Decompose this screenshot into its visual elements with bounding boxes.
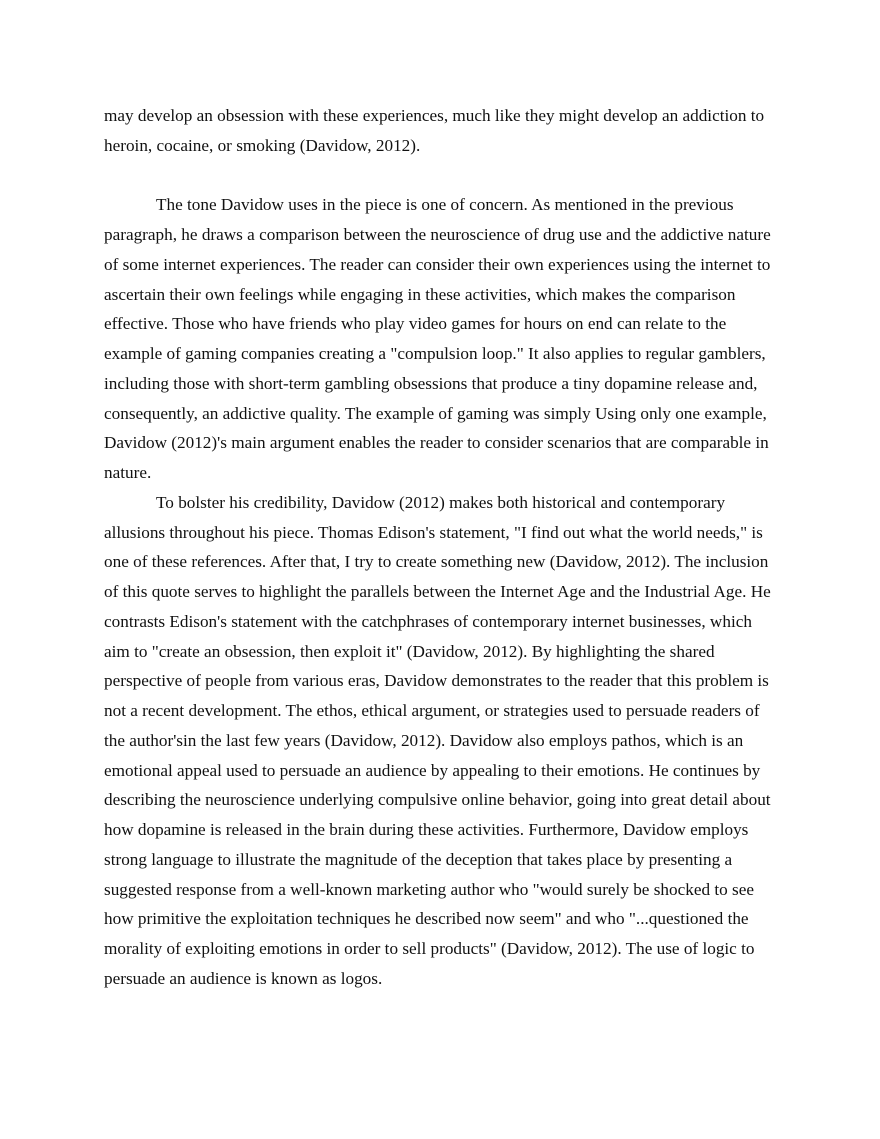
text-line: heroin, cocaine, or smoking (Davidow, 2012).	[104, 135, 421, 155]
text-line: strong language to illustrate the magnitude of the deception that takes place by presenting a	[104, 849, 733, 869]
text-line: nature.	[104, 463, 152, 482]
paragraph-spacer	[104, 161, 784, 191]
text-line: paragraph, he draws a comparison between the neuroscience of drug use and the addictive nature	[104, 225, 771, 244]
text-line: how dopamine is released in the brain during these activities. Furthermore, Davidow employs	[104, 820, 749, 839]
text-line: emotional appeal used to persuade an audience by appealing to their emotions. He continues by	[104, 760, 761, 780]
text-line: effective. Those who have friends who play video games for hours on end can relate to the	[104, 314, 727, 334]
text-line: persuade an audience is known as logos.	[104, 968, 383, 988]
text-line: contrasts Edison's statement with the catchphrases of contemporary internet businesses, which	[104, 611, 752, 631]
text-line: aim to "create an obsession, then exploit it" (Davidow, 2012). By highlighting the shared	[104, 641, 715, 661]
paragraph	[104, 101, 784, 161]
text-line: of some internet experiences. The reader can consider their own experiences using the internet to	[104, 254, 771, 274]
text-line: To bolster his credibility, Davidow (2012) makes both historical and contemporary	[156, 492, 726, 512]
text-line: how primitive the exploitation techniques he described now seem" and who "...questioned the	[104, 909, 749, 929]
text-line: the author'sin the last few years (Davidow, 2012). Davidow also employs pathos, which is an	[104, 730, 744, 750]
text-line: not a recent development. The ethos, ethical argument, or strategies used to persuade readers of	[104, 701, 760, 720]
text-line: perspective of people from various eras, Davidow demonstrates to the reader that this problem is	[104, 671, 769, 691]
paragraph	[104, 488, 784, 994]
text-line: Davidow (2012)'s main argument enables the reader to consider scenarios that are comparable in	[104, 433, 769, 453]
text-line: allusions throughout his piece. Thomas Edison's statement, "I find out what the world needs," is	[104, 522, 763, 542]
text-line: The tone Davidow uses in the piece is one of concern. As mentioned in the previous	[156, 195, 734, 215]
text-line: one of these references. After that, I try to create something new (Davidow, 2012). The inclusion	[104, 552, 769, 572]
text-line: ascertain their own feelings while engaging in these activities, which makes the comparison	[104, 284, 736, 304]
text-line: of this quote serves to highlight the parallels between the Internet Age and the Industrial Age. He	[104, 582, 771, 601]
text-line: example of gaming companies creating a "compulsion loop." It also applies to regular gamblers,	[104, 344, 766, 363]
text-line: morality of exploiting emotions in order to sell products" (Davidow, 2012). The use of logic to	[104, 939, 755, 958]
paragraph	[104, 190, 784, 488]
text-line: consequently, an addictive quality. The example of gaming was simply Using only one example,	[104, 403, 767, 423]
document-page	[104, 101, 784, 994]
text-line: including those with short-term gambling obsessions that produce a tiny dopamine release and,	[104, 373, 758, 393]
text-line: may develop an obsession with these experiences, much like they might develop an addiction to	[104, 106, 765, 125]
text-line: describing the neuroscience underlying compulsive online behavior, going into great detail about	[104, 790, 771, 810]
text-line: suggested response from a well-known marketing author who "would surely be shocked to see	[104, 879, 754, 899]
